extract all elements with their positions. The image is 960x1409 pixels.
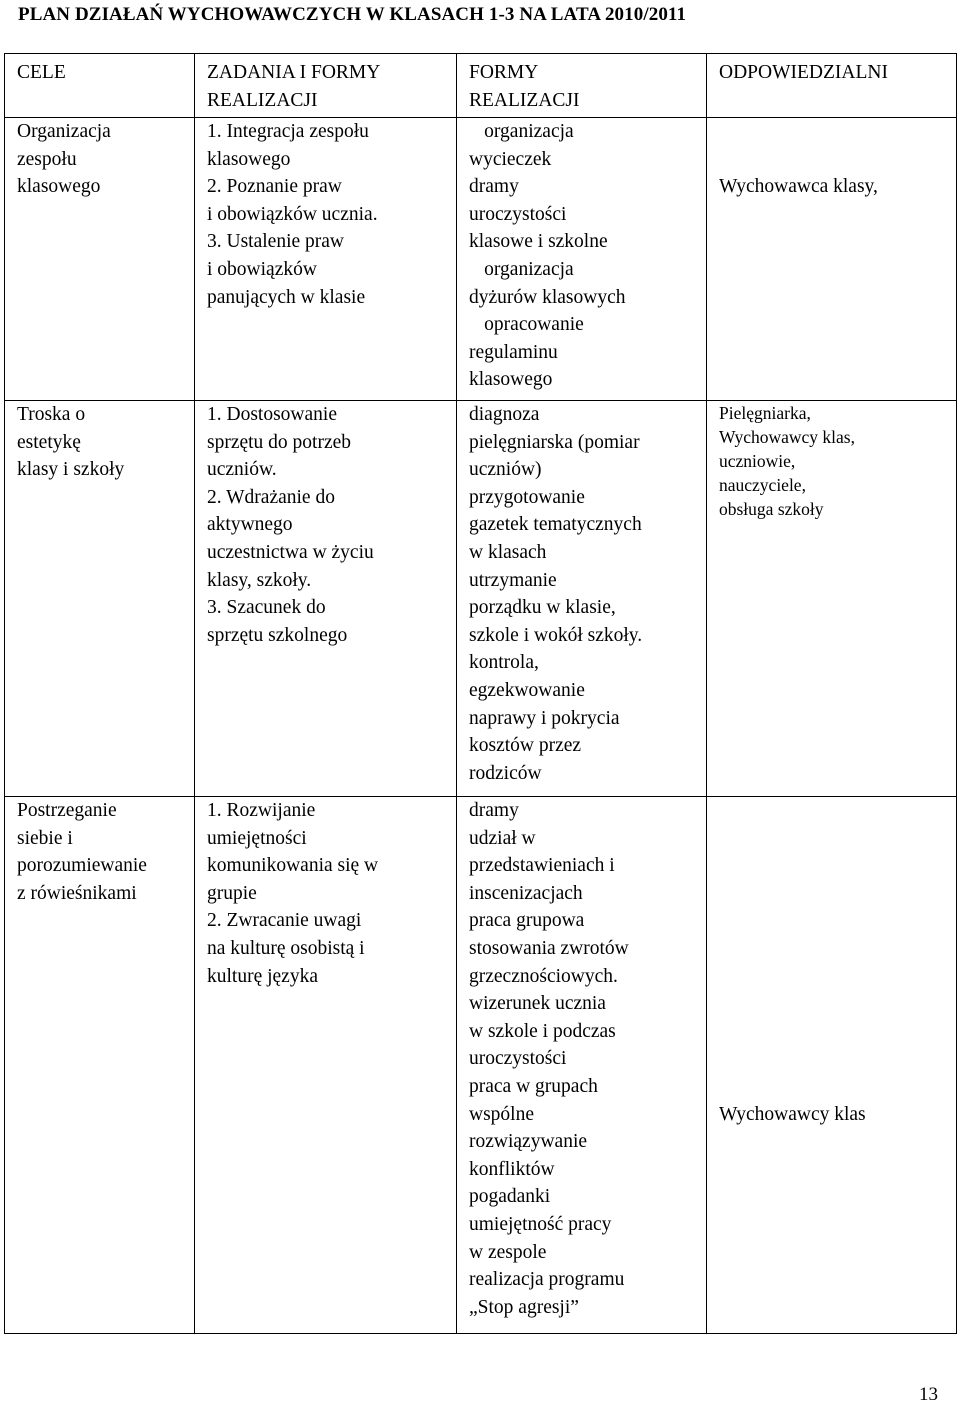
cell-line: naprawy i pokrycia bbox=[469, 707, 620, 729]
cell-line: w szkole i podczas bbox=[469, 1020, 616, 1042]
header-cele: CELE bbox=[5, 54, 195, 118]
cell-line: organizacja bbox=[469, 258, 559, 280]
cell-line bbox=[719, 1018, 956, 1046]
cell-line bbox=[719, 1073, 956, 1101]
cell-line: wycieczek bbox=[469, 148, 552, 170]
cell-line: konfliktów bbox=[469, 1158, 555, 1180]
cel-cell bbox=[5, 401, 195, 797]
cell-line: klasy, szkoły. bbox=[207, 569, 312, 591]
cel-cell bbox=[5, 118, 195, 401]
cell-line: inscenizacjach bbox=[469, 882, 583, 904]
odpowiedzialni-cell bbox=[707, 797, 957, 1334]
odpowiedzialni-cell bbox=[707, 118, 957, 401]
cell-line: utrzymanie bbox=[469, 569, 557, 591]
cell-line: kontrola, bbox=[469, 652, 539, 674]
cell-line: przedstawieniach i bbox=[469, 855, 615, 877]
cell-line: porozumiewanie bbox=[17, 855, 147, 877]
cell-line: kosztów przez bbox=[469, 735, 582, 757]
cell-line: umiejętności bbox=[207, 827, 307, 849]
cell-line: 1. Rozwijanie bbox=[207, 800, 316, 821]
cell-line: „Stop agresji” bbox=[469, 1296, 579, 1318]
formy-cell bbox=[457, 118, 707, 401]
cell-line: klasowego bbox=[17, 176, 101, 198]
plan-table bbox=[4, 53, 957, 1334]
cell-line: praca w grupach bbox=[469, 1075, 598, 1097]
cell-line: estetykę bbox=[17, 431, 81, 453]
cell-line: uczestnictwa w życiu bbox=[207, 541, 374, 563]
cell-line: pielęgniarska (pomiar bbox=[469, 431, 640, 453]
cell-line: 3. Szacunek do bbox=[207, 597, 326, 619]
cell-line: egzekwowanie bbox=[469, 679, 585, 701]
cell-line: uroczystości bbox=[469, 203, 567, 225]
cell-line: i obowiązków ucznia. bbox=[207, 203, 378, 225]
cell-line bbox=[719, 797, 956, 825]
cell-line: pogadanki bbox=[469, 1186, 551, 1208]
cell-line: praca grupowa bbox=[469, 910, 585, 932]
cell-line: realizacja programu bbox=[469, 1269, 625, 1291]
formy-cell bbox=[457, 401, 707, 797]
cell-line: uroczystości bbox=[469, 1048, 567, 1070]
cell-line: aktywnego bbox=[207, 514, 293, 536]
cell-line: Pielęgniarka, bbox=[719, 403, 811, 423]
cel-cell bbox=[5, 797, 195, 1334]
cell-line bbox=[719, 1045, 956, 1073]
header-formy: FORMY REALIZACJI bbox=[457, 54, 707, 118]
cell-line: 2. Poznanie praw bbox=[207, 176, 342, 198]
table-row bbox=[5, 401, 957, 797]
cell-line: dyżurów klasowych bbox=[469, 286, 626, 308]
cell-line: obsługa szkoły bbox=[719, 499, 824, 519]
cell-line: szkole i wokół szkoły. bbox=[469, 624, 643, 646]
cell-line: na kulturę osobistą i bbox=[207, 937, 365, 959]
cell-line: dramy bbox=[469, 176, 519, 198]
zadania-cell bbox=[195, 401, 457, 797]
cell-line: komunikowania się w bbox=[207, 855, 379, 877]
odpowiedzialni-cell bbox=[707, 401, 957, 797]
document-title: PLAN DZIAŁAŃ WYCHOWAWCZYCH W KLASACH 1-3 NA LATA 2010/2011 bbox=[18, 4, 687, 25]
cell-line: klasowe i szkolne bbox=[469, 231, 608, 253]
cell-line: diagnoza bbox=[469, 404, 540, 425]
cell-line: sprzętu do potrzeb bbox=[207, 431, 352, 453]
header-odpowiedzialni: ODPOWIEDZIALNI bbox=[707, 54, 957, 118]
cell-line: Wychowawcy klas, bbox=[719, 427, 855, 447]
cell-line: uczniów) bbox=[469, 459, 542, 481]
cell-line: przygotowanie bbox=[469, 486, 585, 508]
cell-line bbox=[719, 146, 956, 174]
table-row bbox=[5, 118, 957, 401]
cell-line: 1. Dostosowanie bbox=[207, 404, 337, 425]
cell-line: Wychowawca klasy, bbox=[719, 176, 878, 198]
cell-line: gazetek tematycznych bbox=[469, 514, 642, 536]
cell-line bbox=[719, 880, 956, 908]
cell-line: wizerunek ucznia bbox=[469, 993, 606, 1015]
page-number: 13 bbox=[919, 1384, 938, 1405]
cell-line: rozwiązywanie bbox=[469, 1131, 588, 1153]
cell-line: sprzętu szkolnego bbox=[207, 624, 348, 646]
cell-line: zespołu bbox=[17, 148, 77, 170]
cell-line: kulturę języka bbox=[207, 965, 318, 987]
cell-line: klasy i szkoły bbox=[17, 459, 125, 481]
cell-line: 3. Ustalenie praw bbox=[207, 231, 344, 253]
cell-line: w klasach bbox=[469, 541, 547, 563]
cell-line: klasowego bbox=[469, 369, 553, 391]
cell-line bbox=[719, 935, 956, 963]
cell-line: Postrzeganie bbox=[17, 800, 117, 821]
cell-line: dramy bbox=[469, 800, 519, 821]
cell-line: 2. Zwracanie uwagi bbox=[207, 910, 362, 932]
cell-line: z rówieśnikami bbox=[17, 882, 137, 904]
cell-line bbox=[719, 963, 956, 991]
cell-line: grzecznościowych. bbox=[469, 965, 618, 987]
cell-line bbox=[719, 907, 956, 935]
cell-line bbox=[719, 990, 956, 1018]
cell-line: 2. Wdrażanie do bbox=[207, 486, 335, 508]
cell-line bbox=[719, 852, 956, 880]
zadania-cell bbox=[195, 797, 457, 1334]
cell-line bbox=[719, 825, 956, 853]
cell-line: wspólne bbox=[469, 1103, 534, 1125]
zadania-cell bbox=[195, 118, 457, 401]
cell-line: Wychowawcy klas bbox=[719, 1103, 866, 1125]
cell-line: w zespole bbox=[469, 1241, 547, 1263]
cell-line: panujących w klasie bbox=[207, 286, 366, 308]
formy-cell bbox=[457, 797, 707, 1334]
cell-line: regulaminu bbox=[469, 341, 558, 363]
cell-line: siebie i bbox=[17, 827, 73, 849]
cell-line: uczniowie, bbox=[719, 451, 796, 471]
cell-line bbox=[719, 118, 956, 146]
table-row bbox=[5, 797, 957, 1334]
cell-line: udział w bbox=[469, 827, 536, 849]
cell-line: Organizacja bbox=[17, 121, 111, 142]
cell-line: organizacja bbox=[469, 121, 559, 142]
cell-line: Troska o bbox=[17, 404, 86, 425]
cell-line: nauczyciele, bbox=[719, 475, 806, 495]
cell-line: klasowego bbox=[207, 148, 291, 170]
header-zadania: ZADANIA I FORMY REALIZACJI bbox=[195, 54, 457, 118]
cell-line: grupie bbox=[207, 882, 257, 904]
cell-line: rodziców bbox=[469, 762, 542, 784]
cell-line: i obowiązków bbox=[207, 258, 317, 280]
header-row bbox=[5, 54, 957, 118]
cell-line: stosowania zwrotów bbox=[469, 937, 629, 959]
cell-line: uczniów. bbox=[207, 459, 277, 481]
cell-line: umiejętność pracy bbox=[469, 1213, 612, 1235]
cell-line: 1. Integracja zespołu bbox=[207, 121, 369, 142]
cell-line: opracowanie bbox=[469, 314, 569, 336]
cell-line: porządku w klasie, bbox=[469, 597, 616, 619]
